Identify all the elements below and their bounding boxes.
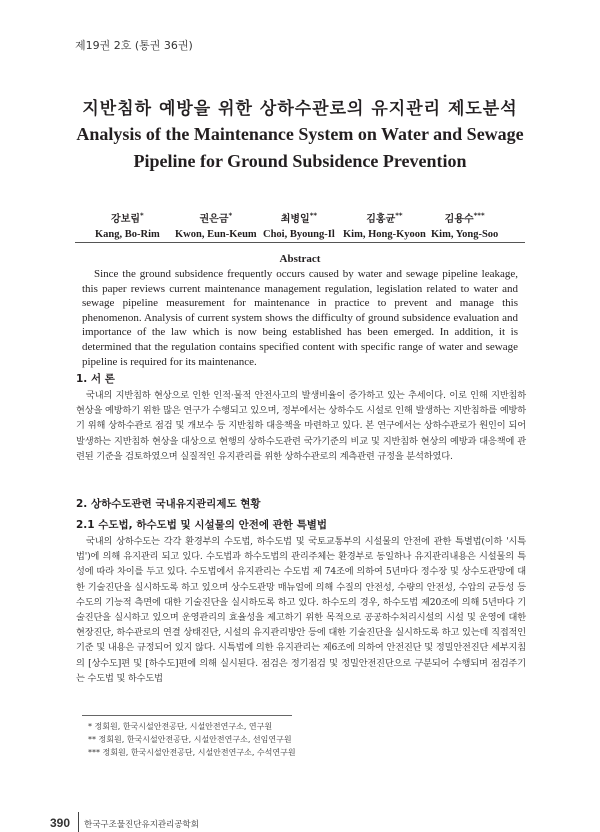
author-name-english: Kang, Bo-Rim	[95, 229, 160, 240]
section-2-heading: 2. 상하수도관련 국내유지관리제도 현황	[76, 498, 261, 510]
section-2-1-body: 국내의 상하수도는 각각 환경부의 수도법, 하수도법 및 국토교통부의 시설물의 안전에 관한 특별법(이하 '시특법')에 의해 유지관리 되고 있다. 수도법과 하수도법의 관리주체는 환경부로 동일하나 유지관리내용은 시설물의 특성에 따라 차이를 두고 있다. 수도법에서 유지관리는 수도법 제 74조에 의하여 5년마다 정수장 및 상수도관망에 대한 기술진단을 실시하도록 하고 있으며 상수도관망 매뉴얼에 의해 수질의 안전성, 수량의 안전성, 수압의 균등성 등 수도의 기능적 측면에 대한 기술진단을 실시하도록 하고 있다. 하수도의 경우, 하수도법 제20조에 의해 5년마다 기술진단을 실시하고 있으며 운영관리의 효율성을 제고하기 위한 목적으로 공공하수처리시설의 시설 및 운영에 대한 현장진단, 하수관로의 연결 상태진단, 시설의 유지관리방안 등에 대한 기술진단을 실시하도록 하고 있는데 직접적인 기준 및 내용은 규정되어 있지 않다. 시특법에 의한 유지관리는 제6조에 의하여 안전진단 및 정밀안전진단 세부지침의 [상수도]편 및 [하수도]편에 의해 실시된다. 점검은 정기점검 및 정밀안전진단으로 구분되어 수행되며 점검주기는 수도법 및 하수도법	[76, 536, 526, 684]
footer-organization: 한국구조물진단유지관리공학회	[84, 820, 199, 830]
author-name-english: Kim, Hong-Kyoon	[343, 229, 426, 240]
author-name-korean: 강보림	[111, 214, 141, 225]
author	[175, 210, 257, 240]
section-2-1-heading: 2.1 수도법, 하수도법 및 시설물의 안전에 관한 특별법	[76, 519, 328, 531]
author-name-korean: 김용수	[444, 214, 474, 225]
footnote: ** 정회원, 한국시설안전공단, 시설안전연구소, 선임연구원	[88, 735, 292, 744]
footnotes	[88, 720, 296, 759]
author-name-korean: 김홍균	[366, 214, 396, 225]
footer-divider	[78, 812, 79, 832]
author	[263, 210, 335, 240]
abstract-heading: Abstract	[279, 253, 321, 265]
author-name-korean: 최병일	[280, 214, 310, 225]
footnote-rule	[82, 715, 292, 716]
author	[343, 210, 426, 240]
page-number: 390	[50, 816, 71, 830]
author-name-english: Choi, Byoung-Il	[263, 229, 335, 240]
author-affiliation-mark: ***	[473, 211, 485, 220]
author	[431, 210, 498, 240]
title-korean: 지반침하 예방을 위한 상하수관로의 유지관리 제도분석	[82, 99, 518, 119]
divider-rule	[75, 242, 525, 243]
author-name-english: Kim, Yong-Soo	[431, 229, 499, 240]
title-english: Analysis of the Maintenance System on Water and Sewage Pipeline for Ground Subsidence Prevention	[76, 124, 524, 171]
author-affiliation-mark: **	[395, 211, 403, 220]
author	[95, 210, 160, 240]
author-name-english: Kwon, Eun-Keum	[175, 229, 257, 240]
author-affiliation-mark: **	[309, 211, 318, 220]
section-1-body: 국내의 지반침하 현상으로 인한 인적·물적 안전사고의 발생비율이 증가하고 있는 추세이다. 이로 인해 지반침하 현상을 예방하기 위한 많은 연구가 수행되고 있으며, 정부에서는 상하수도 시설로 인해 발생하는 지반침하를 예방하기 위해 상하수관로 점검 및 개보수 등 지반침하 대응책을 마련하고 있다. 본 연구에서는 상하수관로가 원인이 되어 발생하는 지반침하 현상을 대상으로 현행의 상하수도관련 국가기준의 비교 및 지반침하 현상의 예방과 대응책에 관련된 기준을 검토하였으며 실질적인 유지관리를 위한 상하수관로의 계측관련 규정을 분석하였다.	[76, 390, 526, 462]
author-affiliation-mark: *	[140, 211, 144, 220]
section-1-heading: 1. 서 론	[76, 373, 115, 385]
footnote: * 정회원, 한국시설안전공단, 시설안전연구소, 연구원	[88, 722, 273, 731]
author-name-korean: 권은금	[199, 214, 229, 225]
journal-volume-header: 제19권 2호 (통권 36권)	[75, 39, 193, 52]
footnote: *** 정회원, 한국시설안전공단, 시설안전연구소, 수석연구원	[88, 748, 296, 757]
abstract-body: Since the ground subsidence frequently occurs caused by water and sewage pipeline leakage, this paper reviews current maintenance management regulation, legislation related to water and sewage pipeline measurement for maintenance in practice to prevent and manage this phenomenon. Analysis of current system shows the difficulty of ground subsidence evaluation and importance of the law which is now being established has been emerged. In addition, it is determined that the regulation contains specified content with specific range of water and sewage pipeline is required for its maintenance.	[82, 268, 518, 368]
author-affiliation-mark: *	[228, 211, 233, 220]
